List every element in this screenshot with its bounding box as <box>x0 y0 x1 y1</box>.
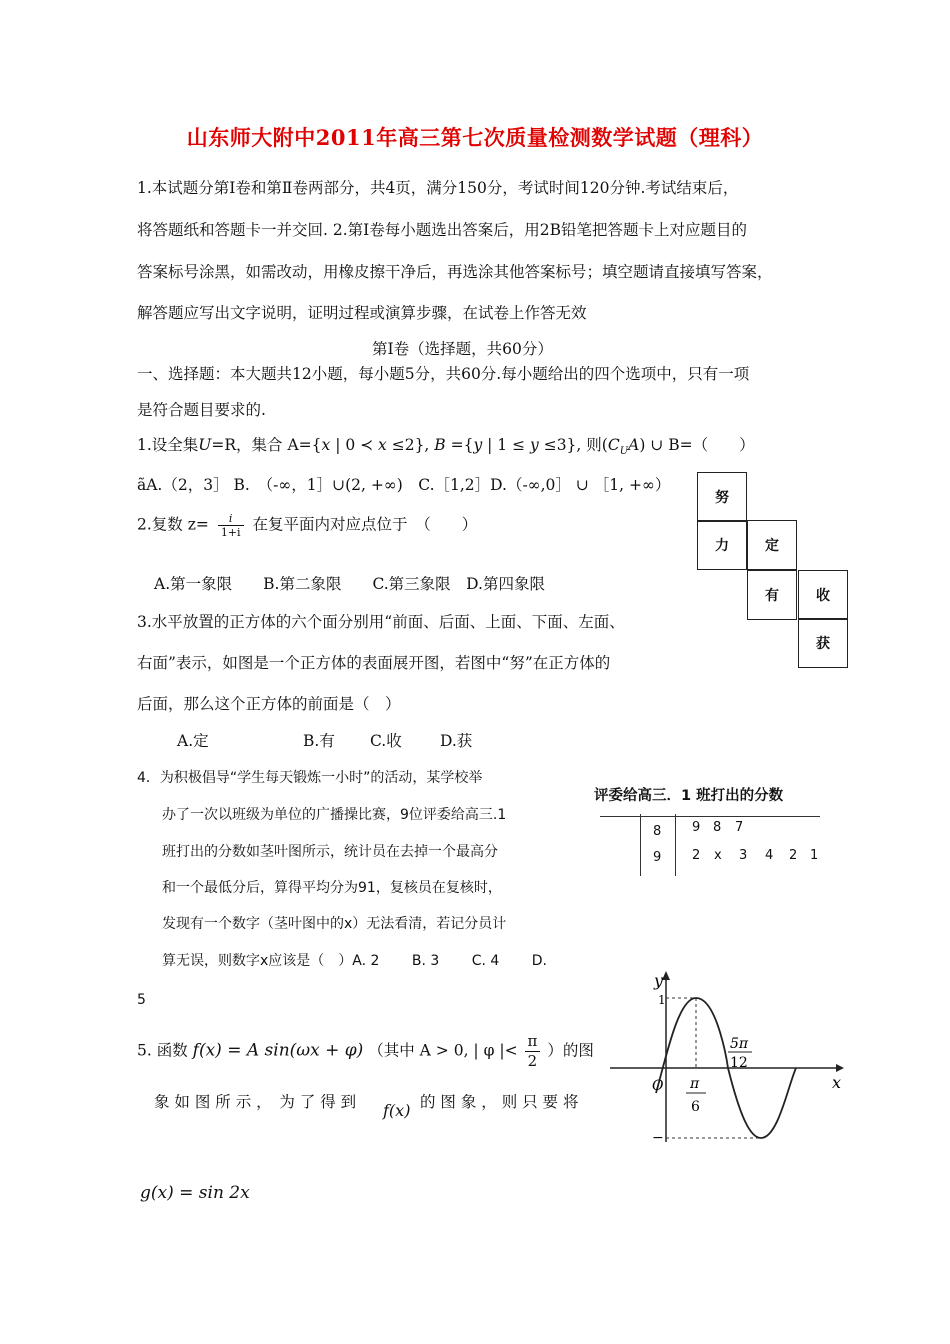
q1-setb: ={ <box>445 436 474 454</box>
q4-line-3: 班打出的分数如茎叶图所示，统计员在去掉一个最高分 <box>162 844 498 860</box>
leaf: 2 <box>692 848 701 863</box>
q3-option-c: C.收 <box>370 732 402 750</box>
q4-line-4: 和一个最低分后，算得平均分为91，复核员在复核时， <box>162 880 502 896</box>
q5-condition: （其中 A > 0, | φ |< <box>368 1041 518 1060</box>
bottom-tick-label: − <box>652 1130 664 1146</box>
q4-line-6: 算无误，则数字x应该是（ ）A. 2 B. 3 C. 4 D. <box>162 953 547 969</box>
leaf: 7 <box>735 820 744 835</box>
leaf: 9 <box>692 820 701 835</box>
y-axis-arrow-icon <box>662 971 670 980</box>
intro-line-3: 答案标号涂黑，如需改动，用橡皮擦干净后，再选涂其他答案标号；填空题请直接填写答案， <box>137 263 773 281</box>
tick1-den: 6 <box>691 1099 700 1115</box>
q1-x1: x <box>321 436 331 454</box>
stem-leaf-title: 评委给高三．1 班打出的分数 <box>594 788 784 804</box>
q1-cond1: | 0 ≺ <box>330 436 379 454</box>
q3-option-b: B.有 <box>303 732 335 750</box>
part1-line-1: 一、选择题：本大题共12小题，每小题5分，共60分.每小题给出的四个选项中，只有一项 <box>137 365 750 383</box>
stem-leaf-plot <box>600 814 820 876</box>
page-title: 山东师大附中2011年高三第七次质量检测数学试题（理科） <box>186 125 764 150</box>
q1-c: C <box>607 436 620 454</box>
q1-cond3: | 1 ≤ <box>482 436 531 454</box>
q1-b: B <box>434 436 446 454</box>
leaf: 4 <box>765 848 774 863</box>
top-tick-label: 1 <box>658 993 666 1007</box>
tick2-num: 5π <box>730 1036 749 1052</box>
q1-stem <box>137 433 755 457</box>
intro-line-2: 将答题纸和答题卡一并交回. 2.第Ⅰ卷每小题选出答案后，用2B铅笔把答题卡上对应题目的 <box>137 221 748 239</box>
q3-line-1: 3.水平放置的正方体的六个面分别用“前面、后面、上面、下面、左面、 <box>137 613 625 631</box>
q5-gx: g(x) = sin 2x <box>140 1183 250 1203</box>
q1-y1: y <box>473 436 483 454</box>
leaf: 2 <box>789 848 798 863</box>
q2-denominator: 1+i <box>220 526 241 539</box>
q3-line-2: 右面”表示，如图是一个正方体的表面展开图，若图中“努”在正方体的 <box>137 654 611 672</box>
q1-u: U <box>198 436 212 454</box>
net-cell-shou: 收 <box>798 570 848 620</box>
q3-option-a: A.定 <box>177 732 209 750</box>
q5-stem <box>137 1032 594 1071</box>
stem-leaf-top-rule <box>600 816 820 817</box>
q1-usub: U <box>619 446 629 458</box>
q5-line-2: 象 如 图 所 示 ， 为 了 得 到 <box>154 1093 357 1111</box>
q2-fraction <box>218 512 244 539</box>
q3-option-d: D.获 <box>440 732 473 750</box>
leaf: 3 <box>739 848 748 863</box>
part1-line-2: 是符合题目要求的. <box>137 401 266 419</box>
q1-u-eq: =R，集合 A={ <box>211 436 322 454</box>
q2-suffix: 在复平面内对应点位于 （ ） <box>252 515 478 534</box>
y-label: y <box>654 971 664 990</box>
q2-options: A.第一象限 B.第二象限 C.第三象限 D.第四象限 <box>154 575 545 593</box>
q5-line-2b: 的 图 象 ， 则 只 要 将 <box>420 1093 579 1111</box>
section-heading: 第Ⅰ卷（选择题，共60分） <box>372 340 553 358</box>
leaf: 1 <box>810 848 819 863</box>
net-cell-nu: 努 <box>697 472 747 522</box>
q3-line-3: 后面，那么这个正方体的前面是（ ） <box>137 695 401 713</box>
x-axis-arrow-icon <box>836 1064 844 1072</box>
q2-numerator: i <box>218 512 244 526</box>
q4-line-7: 5 <box>137 992 146 1008</box>
stem-divider-left <box>640 814 641 876</box>
net-cell-li: 力 <box>697 520 747 570</box>
intro-line-1: 1.本试题分第Ⅰ卷和第Ⅱ卷两部分，共4页，满分150分，考试时间120分钟.考试结束后， <box>137 179 739 197</box>
q1-options: ãA.（2，3］ B. （-∞，1］∪(2, +∞) C.［1,2］D.（-∞,0］ ∪ ［1, +∞） <box>137 476 671 494</box>
q1-prefix: 1.设全集 <box>137 436 199 454</box>
origin-label: O <box>652 1078 664 1094</box>
net-cell-huo: 获 <box>798 618 848 668</box>
q1-cond2: ≤2}, <box>386 436 435 454</box>
q1-a: A <box>628 436 640 454</box>
net-cell-you: 有 <box>747 570 797 620</box>
q4-line-1: 4．为积极倡导“学生每天锻炼一小时”的活动，某学校举 <box>137 770 483 786</box>
stem-divider-right <box>675 814 676 876</box>
q2-prefix: 2.复数 z= <box>137 515 209 534</box>
q4-line-5: 发现有一个数字（茎叶图中的x）无法看清，若记分员计 <box>162 916 507 932</box>
q5-two: 2 <box>527 1052 538 1070</box>
q1-y2: y <box>530 436 539 454</box>
q1-tail: ) ∪ B=（ ） <box>639 436 755 454</box>
net-cell-ding: 定 <box>747 520 797 570</box>
q5-prefix: 5. 函数 <box>137 1041 188 1060</box>
leaf-x: x <box>714 848 722 863</box>
q4-line-2: 办了一次以班级为单位的广播操比赛，9位评委给高三.1 <box>162 807 507 823</box>
intro-line-4: 解答题应写出文字说明，证明过程或演算步骤，在试卷上作答无效 <box>137 304 587 322</box>
q5-close: ）的图 <box>547 1041 594 1060</box>
x-label: x <box>832 1073 842 1092</box>
leaf: 8 <box>713 820 722 835</box>
q5-pi: π <box>525 1032 541 1052</box>
q5-fx: f(x) <box>383 1101 411 1120</box>
stem-9: 9 <box>653 850 662 865</box>
tick1-num: π <box>690 1076 700 1092</box>
q5-pi-over-2 <box>525 1032 541 1071</box>
stem-8: 8 <box>653 824 662 839</box>
q1-x2: x <box>378 436 387 454</box>
sine-graph <box>600 966 850 1146</box>
q2-stem <box>137 512 477 539</box>
q5-function: f(x) = A sin(ωx + φ) <box>192 1040 364 1061</box>
tick2-den: 12 <box>730 1055 748 1071</box>
q1-cond4: ≤3}, 则( <box>538 436 608 454</box>
